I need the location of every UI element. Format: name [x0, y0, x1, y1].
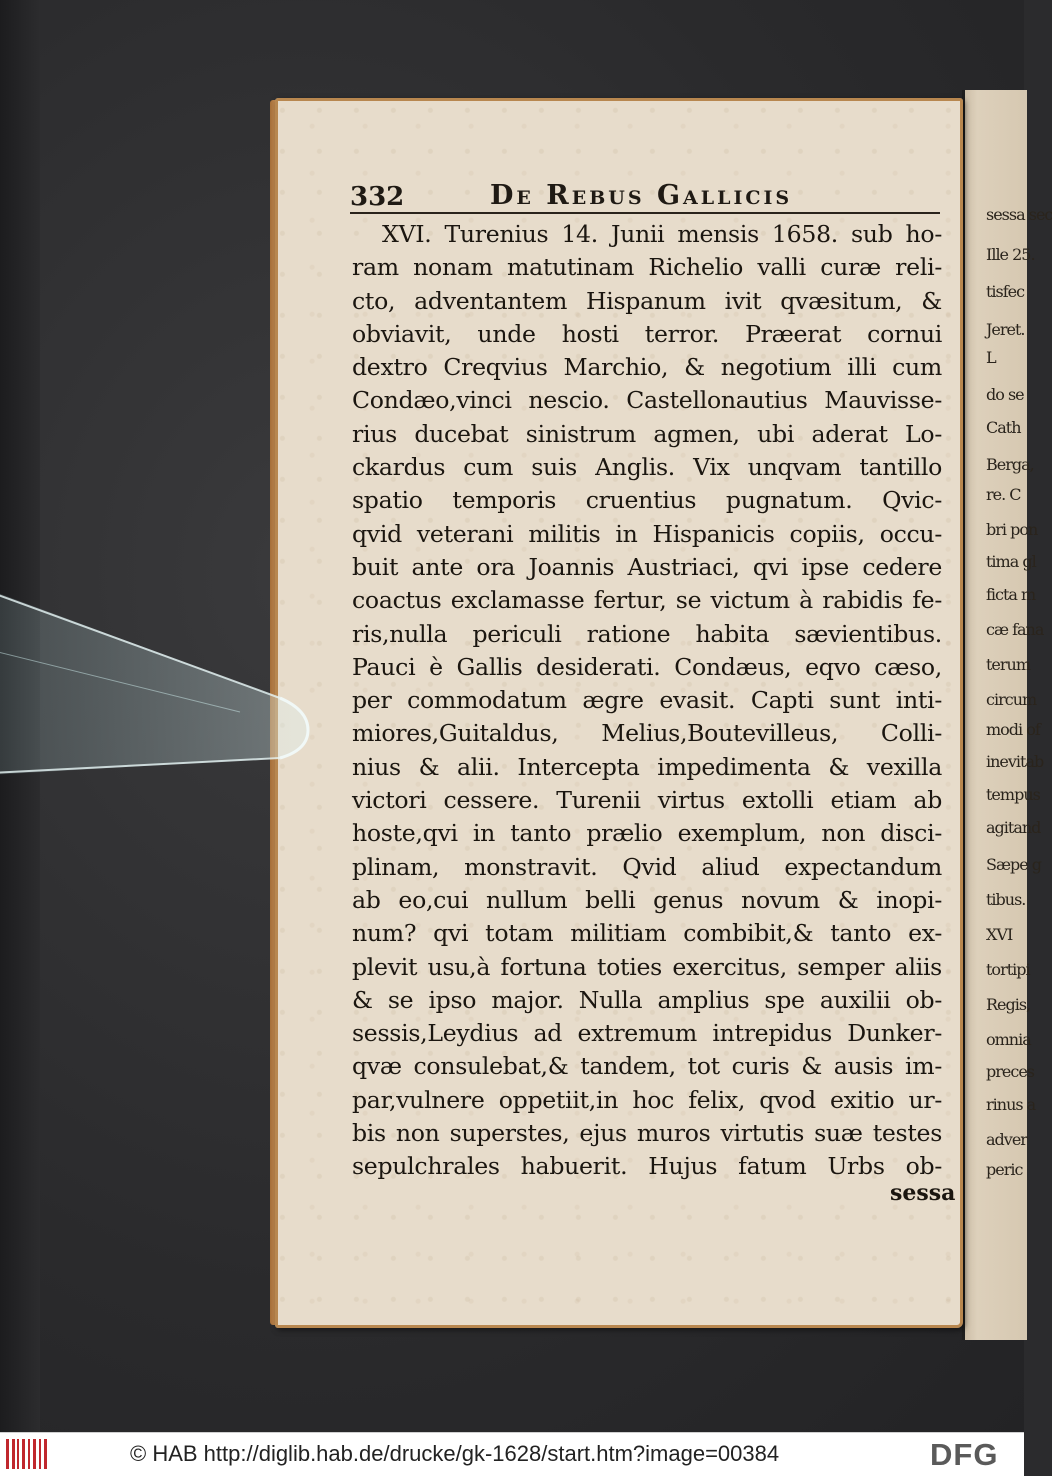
text-line: ris,nulla periculi ratione habita sævientibus.: [352, 619, 942, 648]
text-line: victori cessere. Turenii virtus extolli etiam ab: [352, 786, 942, 815]
adjacent-page-fragment: Sæpe g: [986, 855, 1042, 874]
background-shadow: [0, 0, 40, 1432]
text-line: sessis,Leydius ad extremum intrepidus Dunker-: [352, 1019, 942, 1048]
running-title: De Rebus Gallicis: [490, 180, 793, 211]
adjacent-page-fragment: tima gl: [986, 552, 1036, 571]
adjacent-page-fragment: rinus a: [986, 1095, 1036, 1114]
adjacent-page-fragment: cæ fana: [986, 620, 1044, 639]
text-line: buit ante ora Joannis Austriaci, qvi ipse cedere: [352, 552, 942, 581]
running-head: [350, 176, 940, 216]
text-line: cto, adventantem Hispanum ivit qvæsitum, &: [352, 286, 942, 315]
hab-barcode-logo-icon: [6, 1439, 48, 1469]
adjacent-page-fragment: preces: [986, 1062, 1034, 1081]
text-line: & se ipso major. Nulla amplius spe auxilii ob-: [352, 985, 942, 1014]
adjacent-page-fragment: sessa sec: [986, 205, 1052, 224]
adjacent-page-fragment: tibus.: [986, 890, 1026, 909]
adjacent-page: [962, 90, 1027, 1340]
page-body-text: [352, 218, 942, 1184]
text-line: XVI. Turenius 14. Junii mensis 1658. sub ho-: [382, 220, 942, 248]
adjacent-page-fragment: re. C: [986, 485, 1021, 504]
text-line: ckardus cum suis Anglis. Vix unqvam tantillo: [352, 453, 942, 482]
adjacent-page-fragment: circum: [986, 690, 1037, 709]
text-line: ram nonam matutinam Richelio valli curæ reli-: [352, 253, 942, 282]
text-line: qvæ consulebat,& tandem, tot curis & ausis im-: [352, 1052, 942, 1081]
adjacent-page-fragment: XVI: [986, 925, 1013, 944]
adjacent-page-fragment: terum: [986, 655, 1031, 674]
adjacent-page-fragment: do se: [986, 385, 1024, 404]
adjacent-page-fragment: bri pon: [986, 520, 1038, 539]
text-line: qvid veterani militis in Hispanicis copiis, occu-: [352, 519, 942, 548]
copyright-link[interactable]: © HAB http://diglib.hab.de/drucke/gk-1628/start.htm?image=00384: [130, 1441, 780, 1466]
text-line: nius & alii. Intercepta impedimenta & vexilla: [352, 752, 942, 781]
adjacent-page-fragment: inevitab: [986, 752, 1044, 771]
text-line: plinam, monstravit. Qvid aliud expectandum: [352, 852, 942, 881]
text-line: miores,Guitaldus, Melius,Boutevilleus, Colli-: [352, 719, 942, 748]
text-line: par,vulnere oppetiit,in hoc felix, qvod exitio ur-: [352, 1085, 942, 1114]
text-line: rius ducebat sinistrum agmen, ubi aderat Lo-: [352, 419, 942, 448]
text-line: spatio temporis cruentius pugnatum. Qvic-: [352, 486, 942, 515]
adjacent-page-fragment: Regis,: [986, 995, 1031, 1014]
adjacent-page-fragment: tisfec: [986, 282, 1025, 301]
text-line: coactus exclamasse fertur, se victum à rabidis fe-: [352, 586, 942, 615]
adjacent-page-fragment: agitand: [986, 818, 1041, 837]
adjacent-page-fragment: Cath: [986, 418, 1021, 437]
adjacent-page-fragment: tortipi: [986, 960, 1030, 979]
text-line: hoste,qvi in tanto prælio exemplum, non disci-: [352, 819, 942, 848]
text-line: ab eo,cui nullum belli genus novum & inopi-: [352, 885, 942, 914]
adjacent-page-fragment: Berga,: [986, 455, 1034, 474]
text-line: Pauci è Gallis desiderati. Condæus, eqvo cæso,: [352, 652, 942, 681]
adjacent-page-fragment: tempus: [986, 785, 1040, 804]
dfg-logo: DFG: [930, 1437, 999, 1472]
catchword: sessa: [890, 1180, 956, 1206]
text-line: Condæo,vinci nescio. Castellonautius Mauvisse-: [352, 386, 942, 415]
text-line: num? qvi totam militiam combibit,& tanto ex-: [352, 919, 942, 948]
text-line: plevit usu,à fortuna toties exercitus, semper aliis: [352, 952, 942, 981]
text-line: per commodatum ægre evasit. Capti sunt inti-: [352, 686, 942, 715]
text-line: dextro Creqvius Marchio, & negotium illi cum: [352, 353, 942, 382]
text-line: sepulchrales habuerit. Hujus fatum Urbs ob-: [352, 1152, 942, 1181]
adjacent-page-fragment: modi of: [986, 720, 1040, 739]
text-line: obviavit, unde hosti terror. Præerat cornui: [352, 319, 942, 348]
adjacent-page-fragment: adver: [986, 1130, 1027, 1149]
adjacent-page-fragment: peric: [986, 1160, 1023, 1179]
adjacent-page-fragment: omnia: [986, 1030, 1031, 1049]
adjacent-page-fragment: Jeret.: [986, 320, 1025, 339]
text-line: bis non superstes, ejus muros virtutis suæ testes: [352, 1119, 942, 1148]
footer-bar: [0, 1432, 1024, 1476]
adjacent-page-fragment: ficta m: [986, 585, 1036, 604]
adjacent-page-fragment: L: [986, 348, 996, 367]
page-number: 332: [350, 182, 405, 212]
adjacent-page-fragment: Ille 25.: [986, 245, 1035, 264]
header-rule: [350, 212, 940, 214]
